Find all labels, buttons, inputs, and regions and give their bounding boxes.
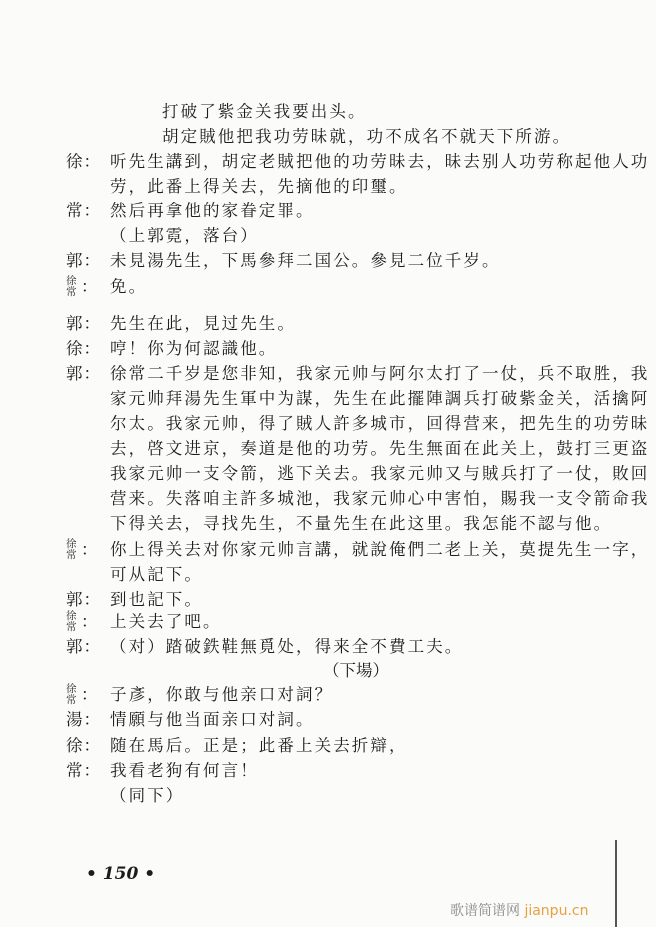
line-text: 到也記下。 bbox=[110, 590, 203, 609]
speaker-label: 湯： bbox=[66, 710, 101, 729]
line-text: 情願与他当面亲口对詞。 bbox=[110, 710, 315, 729]
watermark-domain: jianpu.cn bbox=[524, 903, 589, 919]
speaker-label: 徐： bbox=[66, 736, 101, 755]
line-text: （同下） bbox=[110, 786, 185, 805]
watermark bbox=[450, 900, 588, 920]
speaker-label: 徐： bbox=[66, 152, 101, 171]
line-text: （下場） bbox=[323, 661, 389, 680]
speaker-label: 郭： bbox=[66, 364, 101, 383]
line-text: 我看老狗有何言！ bbox=[110, 761, 259, 780]
line-text: 劳，此番上得关去，先摘他的印璽。 bbox=[110, 177, 408, 196]
line-text: 去，啓文进京，奏道是他的功劳。先生無面在此关上，鼓打三更盗 bbox=[110, 439, 650, 458]
speaker-colon: ： bbox=[81, 685, 98, 704]
line-text: 胡定賊他把我功劳昧就，功不成名不就天下所游。 bbox=[162, 127, 572, 146]
speaker-label: 郭： bbox=[66, 590, 101, 609]
line-text: 你上得关去对你家元帅言講，就說俺們二老上关，莫提先生一字， bbox=[110, 540, 650, 559]
page-number: • 150 • bbox=[86, 864, 156, 884]
line-text: 上关去了吧。 bbox=[110, 612, 222, 631]
line-text: 未見湯先生，下馬參拜二国公。參見二位千岁。 bbox=[110, 251, 501, 270]
speaker-label: 常： bbox=[66, 201, 101, 220]
line-text: 徐常二千岁是您非知，我家元帅与阿尔太打了一仗，兵不取胜，我 bbox=[110, 364, 650, 383]
speaker-label: 常： bbox=[66, 761, 101, 780]
speaker-label: 徐常 bbox=[66, 683, 77, 706]
speaker-label: 郭： bbox=[66, 637, 101, 656]
line-text: 我家元帅一支令箭，逃下关去。我家元帅又与賊兵打了一仗，敗回 bbox=[110, 464, 650, 483]
line-text: 下得关去，寻找先生，不量先生在此这里。我怎能不認与他。 bbox=[110, 514, 613, 533]
line-text: 先生在此，見过先生。 bbox=[110, 314, 296, 333]
line-text: 然后再拿他的家眷定罪。 bbox=[110, 201, 315, 220]
line-text: 营来。失落咱主許多城池，我家元帅心中害怕，賜我一支令箭命我 bbox=[110, 489, 650, 508]
watermark-site: 歌谱简谱网 bbox=[450, 903, 520, 919]
speaker-colon: ： bbox=[81, 540, 98, 559]
speaker-colon: ： bbox=[81, 277, 98, 296]
line-text: 免。 bbox=[110, 277, 148, 296]
line-text: 可从記下。 bbox=[110, 565, 203, 584]
speaker-label: 徐常 bbox=[66, 538, 77, 561]
speaker-label: 郭： bbox=[66, 314, 101, 333]
speaker-label: 徐： bbox=[66, 339, 101, 358]
line-text: （对）踏破鉄鞋無覓处，得来全不費工夫。 bbox=[110, 637, 464, 656]
line-text: 子彥，你敢与他亲口对詞？ bbox=[110, 685, 334, 704]
line-text: 尔太。我家元帅，得了賊人許多城市，回得营来，把先生的功劳昧 bbox=[110, 414, 650, 433]
speaker-label: 徐常 bbox=[66, 275, 77, 298]
line-text: 家元帅拜湯先生軍中为謀，先生在此擺陣調兵打破紫金关，活擒阿 bbox=[110, 389, 650, 408]
speaker-label: 郭： bbox=[66, 251, 101, 270]
speaker-colon: ： bbox=[81, 612, 98, 631]
line-text: 随在馬后。正是；此番上关去折辯， bbox=[110, 736, 408, 755]
speaker-label: 徐常 bbox=[66, 610, 77, 633]
line-text: （上郭霓，落台） bbox=[110, 226, 259, 245]
line-text: 哼！你为何認識他。 bbox=[110, 339, 278, 358]
line-text: 打破了紫金关我要出头。 bbox=[162, 102, 367, 121]
page-edge-shadow bbox=[615, 840, 617, 927]
line-text: 听先生講到，胡定老賊把他的功劳昧去，昧去别人功劳称起他人功 bbox=[110, 152, 650, 171]
